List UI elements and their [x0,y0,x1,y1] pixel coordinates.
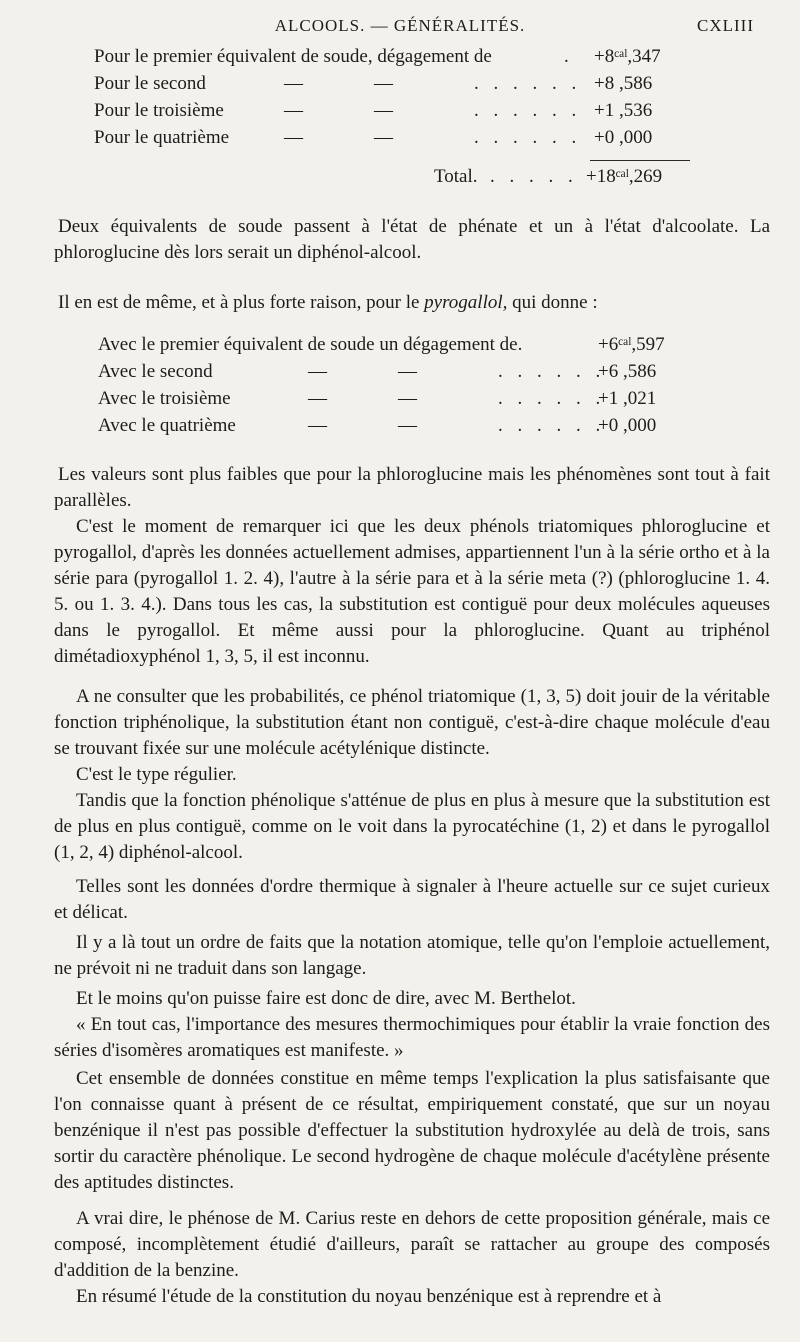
row-value: +6ᶜᵃˡ,597 [598,334,665,355]
paragraph: En résumé l'étude de la constitution du noyau benzénique est à reprendre et à [76,1286,662,1307]
paragraph: C'est le type régulier. [76,764,237,785]
row-label: Pour le premier équivalent de soude, dégagement de [94,46,492,67]
row-value: +0 ,000 [598,415,657,436]
leader-dots: . . . . . [490,166,578,187]
paragraph: Telles sont les données d'ordre thermique à signaler à l'heure actuelle sur ce sujet curieux et délicat. [54,876,770,923]
paragraph-text: Il en est de même, et à plus forte raison, pour le [58,292,425,313]
ditto-mark: — [398,415,417,436]
row-value: +0 ,000 [594,127,653,148]
row-value: +8ᶜᵃˡ,347 [594,46,661,67]
paragraph-text: qui donne : [507,292,598,313]
soda-table-pyrogallol [98,334,738,442]
leader-dots: . . . . . . [498,388,606,409]
leader-dots: . . . . . . [498,361,606,382]
row-label: Avec le premier équivalent de soude un dégagement de. [98,334,523,355]
paragraph: Les valeurs sont plus faibles que pour la phloroglucine mais les phénomènes sont tout à fait parallèles. [54,464,770,511]
paragraph: Et le moins qu'on puisse faire est donc de dire, avec M. Berthelot. [76,988,576,1009]
row-value: +1 ,536 [594,100,653,121]
paragraph: Tandis que la fonction phénolique s'atténue de plus en plus à mesure que la substitution est de plus en plus contiguë, comme on le voit dans la pyrocatéchine (1, 2) et dans le pyrogallol (1, 2, 4) diphénol-alcool. [54,790,770,863]
paragraph: C'est le moment de remarquer ici que les deux phénols triatomiques phloroglucine et pyrogallol, d'après les données actuellement admises, appartiennent l'un à la série ortho et à la série para (pyrogallol 1. 2. 4), l'autre à la série para et à la série meta (?) (phloroglucine 1. 4. 5. ou 1. 3. 4.). Dans tous les cas, la substitution est contiguë pour deux molécules aqueuses dans le pyrogallol. Et même aussi pour la phloroglucine. Quant au triphénol dimétadioxyphénol 1, 3, 5, il est inconnu. [54,516,770,667]
paragraph: Cet ensemble de données constitue en même temps l'explication la plus satisfaisante que l'on connaisse quant à présent de ce résultat, empiriquement constaté, que sur un noyau benzénique il n'est pas possible d'effectuer la substitution hydroxylée au delà de trois, sans sortir du caractère phénolique. Le second hydrogène de chaque molécule d'acétylène présente des aptitudes distinctes. [54,1068,770,1193]
leader-dots: . . . . . . [474,100,582,121]
ditto-mark: — [398,361,417,382]
page-number: CXLIII [697,16,754,35]
ditto-mark: — [398,388,417,409]
quotation: « En tout cas, l'importance des mesures thermochimiques pour établir la vraie fonction des séries d'isomères aromatiques est manifeste. » [54,1014,770,1061]
ditto-mark: — [284,100,303,121]
leader-dots: . . . . . . [474,73,582,94]
emphasis-text: pyrogallol, [424,292,508,313]
ditto-mark: — [284,73,303,94]
row-label: Avec le troisième [98,388,231,409]
ditto-mark: — [374,127,393,148]
row-label: Avec le quatrième [98,415,236,436]
total-value: +18ᶜᵃˡ,269 [586,166,663,187]
table-row [98,334,738,361]
leader-dots: . . . . . . [474,127,582,148]
ditto-mark: — [308,388,327,409]
ditto-mark: — [284,127,303,148]
table-total [94,166,734,193]
table-row [98,415,738,442]
row-value: +6 ,586 [598,361,657,382]
table-row [98,388,738,415]
row-label: Avec le second [98,361,213,382]
row-label: Pour le second [94,73,206,94]
table-row [98,361,738,388]
table-row [94,73,734,100]
paragraph [54,290,770,316]
ditto-mark: — [374,100,393,121]
sum-rule [590,160,690,161]
row-value: +1 ,021 [598,388,657,409]
total-label: Total. [434,166,478,187]
row-value: +8 ,586 [594,73,653,94]
ditto-mark: — [308,361,327,382]
table-row [94,46,734,73]
header-title: ALCOOLS. — GÉNÉRALITÉS. [274,16,526,35]
paragraph: A ne consulter que les probabilités, ce phénol triatomique (1, 3, 5) doit jouir de la véritable fonction triphénolique, la substitution étant non contiguë, c'est-à-dire chaque molécule d'eau se trouvant fixée sur une molécule acétylénique distincte. [54,686,770,759]
paragraph: Deux équivalents de soude passent à l'état de phénate et un à l'état d'alcoolate. La phloroglucine dès lors serait un diphénol-alcool. [54,216,770,263]
ditto-mark: — [374,73,393,94]
paragraph: A vrai dire, le phénose de M. Carius reste en dehors de cette proposition générale, mais ce composé, incomplètement étudié d'ailleurs, paraît se rattacher au groupe des composés d'addition de la benzine. [54,1208,770,1281]
row-label: Pour le troisième [94,100,224,121]
ditto-mark: — [308,415,327,436]
total-row [94,166,734,193]
leader-dots: . [564,46,574,67]
leader-dots: . . . . . . [498,415,606,436]
row-label: Pour le quatrième [94,127,230,148]
soda-table-phloroglucine [94,46,734,154]
running-header [0,12,800,38]
paragraph: Il y a là tout un ordre de faits que la notation atomique, telle qu'on l'emploie actuellement, ne prévoit ni ne traduit dans son langage. [54,932,770,979]
table-row [94,127,734,154]
table-row [94,100,734,127]
